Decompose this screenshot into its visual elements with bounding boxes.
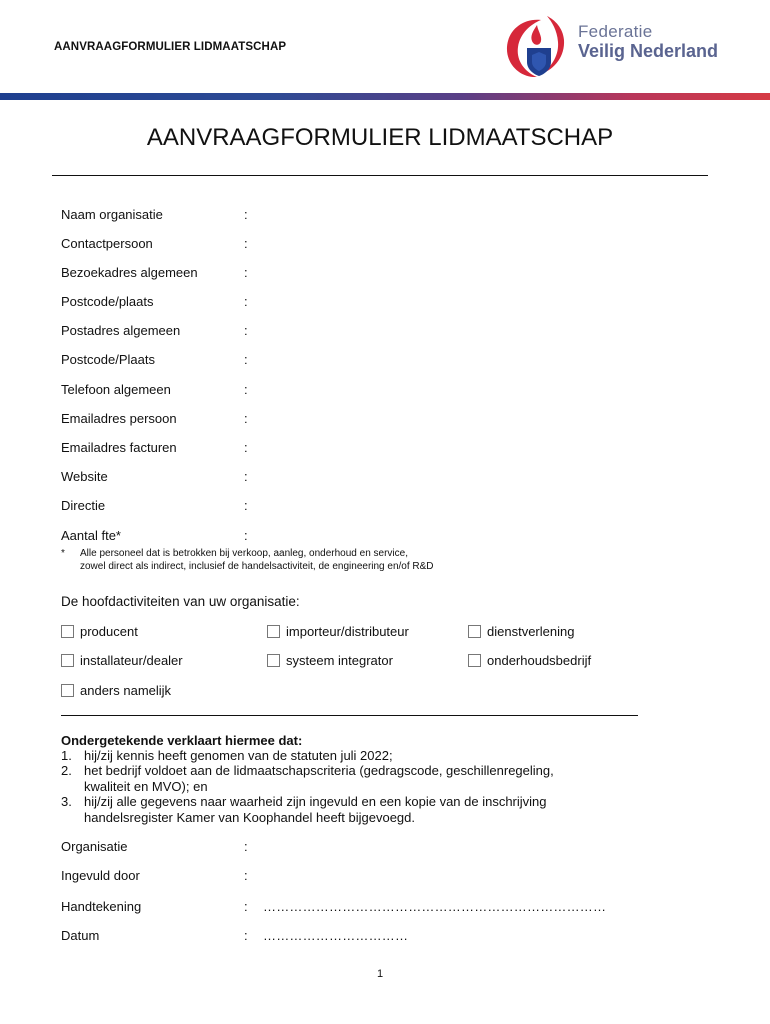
checkbox-box[interactable] bbox=[267, 654, 280, 667]
field-colon: : bbox=[244, 928, 248, 943]
page-title: AANVRAAGFORMULIER LIDMAATSCHAP bbox=[146, 124, 614, 151]
datum-dotted-line[interactable]: …………………………… bbox=[263, 928, 409, 943]
federatie-logo bbox=[503, 12, 733, 82]
field-label-bezoekadres: Bezoekadres algemeen bbox=[61, 265, 198, 280]
field-colon: : bbox=[244, 899, 248, 914]
field-colon: : bbox=[244, 236, 248, 251]
header-color-band bbox=[0, 93, 770, 100]
declaration-number: 1. bbox=[61, 748, 72, 763]
declaration-text: het bedrijf voldoet aan de lidmaatschapscriteria (gedragscode, geschillenregeling, bbox=[84, 763, 554, 778]
checkbox-box[interactable] bbox=[61, 684, 74, 697]
field-label-telefoon: Telefoon algemeen bbox=[61, 382, 171, 397]
checkbox-box[interactable] bbox=[267, 625, 280, 638]
activities-heading: De hoofdactiviteiten van uw organisatie: bbox=[61, 594, 300, 609]
field-colon: : bbox=[244, 440, 248, 455]
declaration-heading: Ondergetekende verklaart hiermee dat: bbox=[61, 733, 303, 748]
field-colon: : bbox=[244, 265, 248, 280]
field-colon: : bbox=[244, 528, 248, 543]
declaration-text: handelsregister Kamer van Koophandel heeft bijgevoegd. bbox=[84, 809, 416, 825]
signature-label-ingevuld-door: Ingevuld door bbox=[61, 868, 140, 883]
checkbox-box[interactable] bbox=[468, 625, 481, 638]
field-label-directie: Directie bbox=[61, 498, 106, 513]
field-colon: : bbox=[244, 498, 248, 513]
field-colon: : bbox=[244, 294, 248, 309]
checkbox-box[interactable] bbox=[61, 654, 74, 667]
field-colon: : bbox=[244, 352, 248, 367]
checkbox-label: systeem integrator bbox=[286, 653, 393, 668]
checkbox-anders-namelijk[interactable] bbox=[61, 683, 171, 698]
field-label-contactpersoon: Contactpersoon bbox=[61, 236, 153, 251]
field-label-postcode-plaats: Postcode/plaats bbox=[61, 294, 154, 309]
field-label-emailadres-persoon: Emailadres persoon bbox=[61, 411, 177, 426]
handtekening-dotted-line[interactable]: …………………………………………………………………… bbox=[263, 899, 607, 914]
footnote-line: zowel direct als indirect, inclusief de handelsactiviteit, de engineering en/of R&D bbox=[80, 561, 434, 572]
checkbox-importeur-distributeur[interactable] bbox=[267, 624, 409, 639]
checkbox-label: importeur/distributeur bbox=[286, 624, 409, 639]
page-number: 1 bbox=[376, 968, 384, 980]
checkbox-label: anders namelijk bbox=[80, 683, 172, 698]
field-label-website: Website bbox=[61, 469, 108, 484]
declaration-number: 3. bbox=[61, 794, 72, 809]
checkbox-box[interactable] bbox=[61, 625, 74, 638]
declaration-number: 2. bbox=[61, 763, 72, 778]
signature-label-datum: Datum bbox=[61, 928, 100, 943]
field-colon: : bbox=[244, 411, 248, 426]
checkbox-systeem-integrator[interactable] bbox=[267, 653, 393, 668]
field-label-emailadres-facturen: Emailadres facturen bbox=[61, 440, 177, 455]
checkbox-label: installateur/dealer bbox=[80, 653, 183, 668]
checkbox-label: dienstverlening bbox=[487, 624, 575, 639]
title-divider bbox=[52, 175, 708, 176]
footnote-marker: * bbox=[61, 548, 65, 559]
field-label-postcode-plaats-2: Postcode/Plaats bbox=[61, 352, 155, 367]
field-label-naam-organisatie: Naam organisatie bbox=[61, 207, 163, 222]
checkbox-dienstverlening[interactable] bbox=[468, 624, 574, 639]
declaration-text: kwaliteit en MVO); en bbox=[84, 778, 208, 794]
section-divider bbox=[61, 715, 638, 716]
field-label-postadres: Postadres algemeen bbox=[61, 323, 181, 338]
footnote-line: Alle personeel dat is betrokken bij verkoop, aanleg, onderhoud en service, bbox=[80, 548, 408, 559]
logo-text-federatie: Federatie bbox=[578, 22, 653, 41]
signature-label-handtekening: Handtekening bbox=[61, 899, 142, 914]
checkbox-onderhoudsbedrijf[interactable] bbox=[468, 653, 591, 668]
declaration-text: hij/zij kennis heeft genomen van de statuten juli 2022; bbox=[84, 748, 393, 763]
field-colon: : bbox=[244, 382, 248, 397]
field-colon: : bbox=[244, 207, 248, 222]
checkbox-label: producent bbox=[80, 624, 138, 639]
checkbox-producent[interactable] bbox=[61, 624, 138, 639]
field-colon: : bbox=[244, 323, 248, 338]
checkbox-installateur-dealer[interactable] bbox=[61, 653, 183, 668]
declaration-text: hij/zij alle gegevens naar waarheid zijn ingevuld en een kopie van de inschrijving bbox=[84, 794, 547, 809]
signature-label-organisatie: Organisatie bbox=[61, 839, 128, 854]
field-label-aantal-fte: Aantal fte* bbox=[61, 528, 121, 543]
checkbox-box[interactable] bbox=[468, 654, 481, 667]
field-colon: : bbox=[244, 469, 248, 484]
checkbox-label: onderhoudsbedrijf bbox=[487, 653, 592, 668]
field-colon: : bbox=[244, 868, 248, 883]
logo-text-veilig-nederland: Veilig Nederland bbox=[578, 41, 719, 61]
header-label: AANVRAAGFORMULIER LIDMAATSCHAP bbox=[54, 41, 287, 53]
field-colon: : bbox=[244, 839, 248, 854]
flame-shield-icon bbox=[503, 12, 575, 82]
